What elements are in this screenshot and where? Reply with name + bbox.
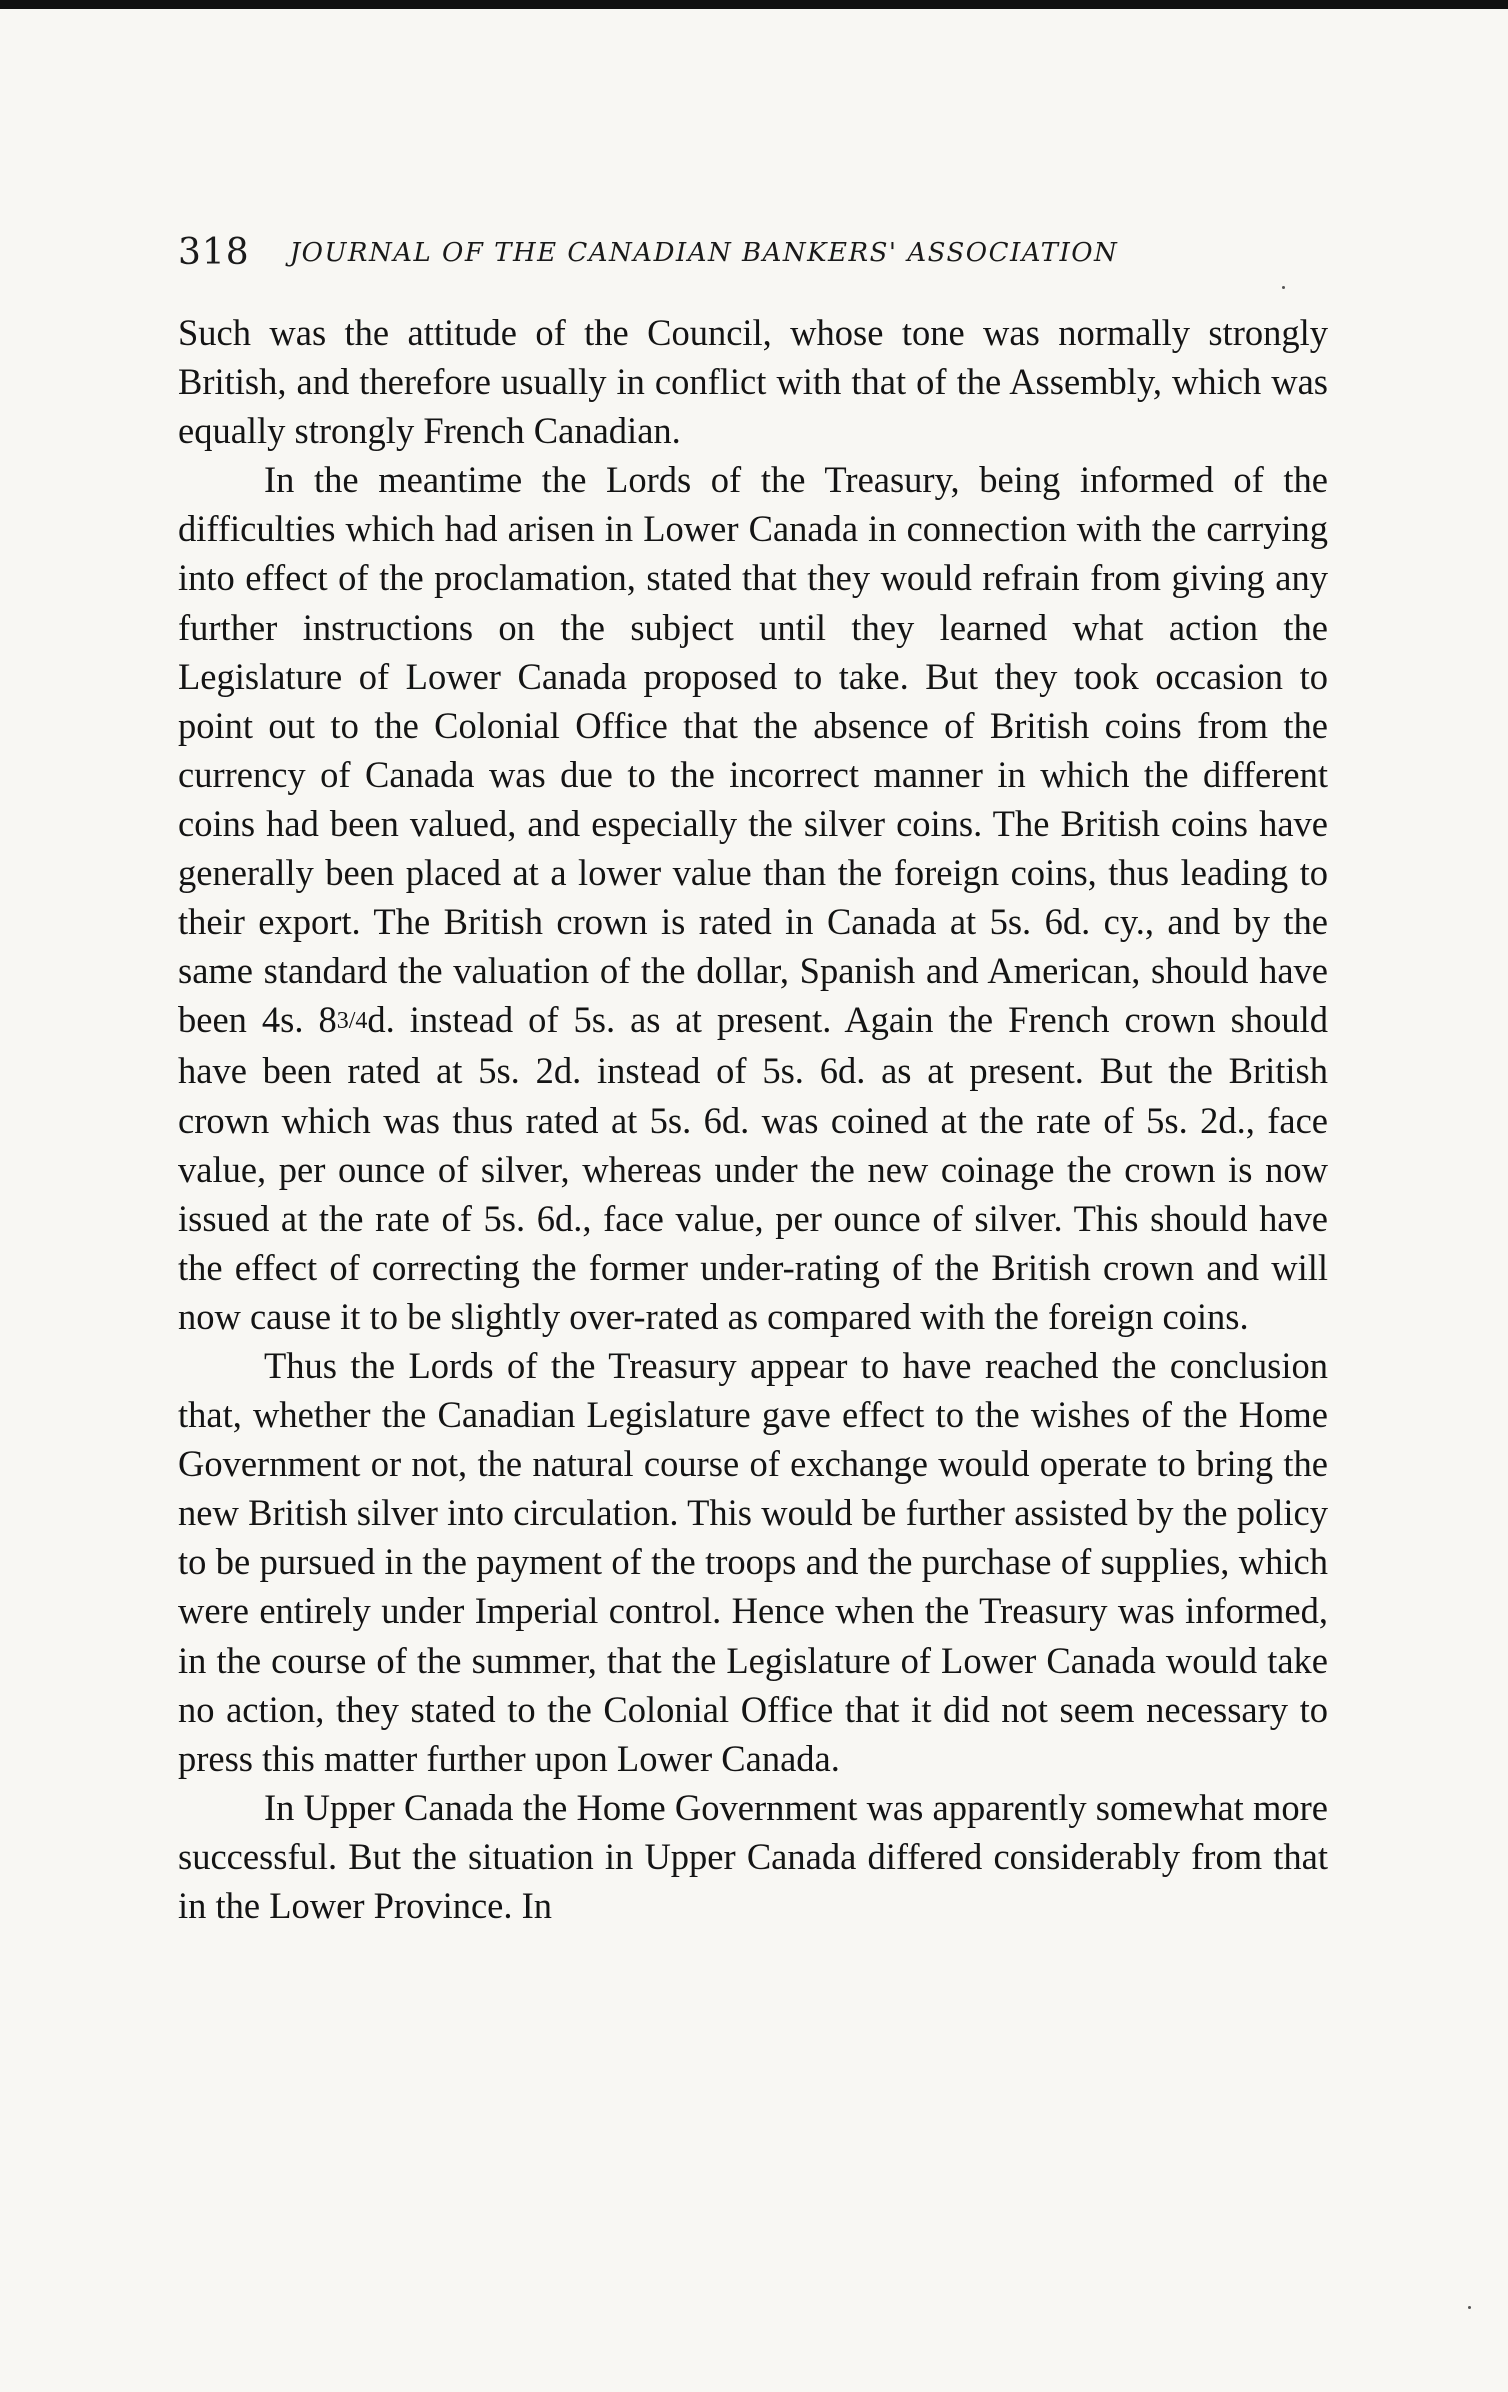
top-scan-border	[0, 0, 1508, 9]
fraction-three-quarters: 3/4	[336, 1008, 368, 1035]
body-text	[178, 308, 1328, 1930]
paragraph-4: In Upper Canada the Home Government was apparently somewhat more successful. But the situation in Upper Canada differed considerably from that in the Lower Province. In	[178, 1786, 1328, 1926]
page-number: 318	[178, 232, 250, 273]
scan-speck	[1282, 286, 1285, 289]
running-head	[178, 232, 1338, 280]
paragraph-3: Thus the Lords of the Treasury appear to have reached the conclusion that, whether the Canadian Legislature gave effect to the wishes of the Home Government or not, the natural course of exchange would operate to bring the new British silver into circulation. This would be further assisted by the policy to be pursued in the payment of the troops and the purchase of supplies, which were entirely under Imperial control. Hence when the Treasury was informed, in the course of the summer, that the Legislature of Lower Canada would take no action, they stated to the Colonial Office that it did not seem necessary to press this matter further upon Lower Canada.	[178, 1344, 1328, 1779]
paragraph-2-part-1: In the meantime the Lords of the Treasury, being informed of the difficulties which had arisen in Lower Canada in connection with the carrying into effect of the proclamation, stated that they would refrain from giving any further instructions on the subject until they learned what action the Legislature of Lower Canada proposed to take. But they took occasion to point out to the Colonial Office that the absence of British coins from the currency of Canada was due to the incorrect manner in which the different coins had been valued, and especially the silver coins. The British coins have generally been placed at a lower value than the foreign coins, thus leading to their export. The British crown is rated in Canada at 5s. 6d. cy., and by the same standard the valuation of the dollar, Spanish and American, should have been 4s. 8	[178, 459, 1328, 1041]
scan-speck	[1468, 2306, 1471, 2309]
paragraph-2	[178, 455, 1328, 1341]
journal-title: JOURNAL OF THE CANADIAN BANKERS' ASSOCIATION	[289, 237, 1119, 268]
paragraph-1: Such was the attitude of the Council, whose tone was normally strongly British, and therefore usually in conflict with that of the Assembly, which was equally strongly French Canadian.	[178, 312, 1328, 452]
paragraph-2-part-2: d. instead of 5s. as at present. Again the French crown should have been rated at 5s. 2d. instead of 5s. 6d. as at present. But the British crown which was thus rated at 5s. 6d. was coined at the rate of 5s. 2d., face value, per ounce of silver, whereas under the new coinage the crown is now issued at the rate of 5s. 6d., face value, per ounce of silver. This should have the effect of correcting the former under-rating of the British crown and will now cause it to be slightly over-rated as compared with the foreign coins.	[178, 999, 1328, 1337]
